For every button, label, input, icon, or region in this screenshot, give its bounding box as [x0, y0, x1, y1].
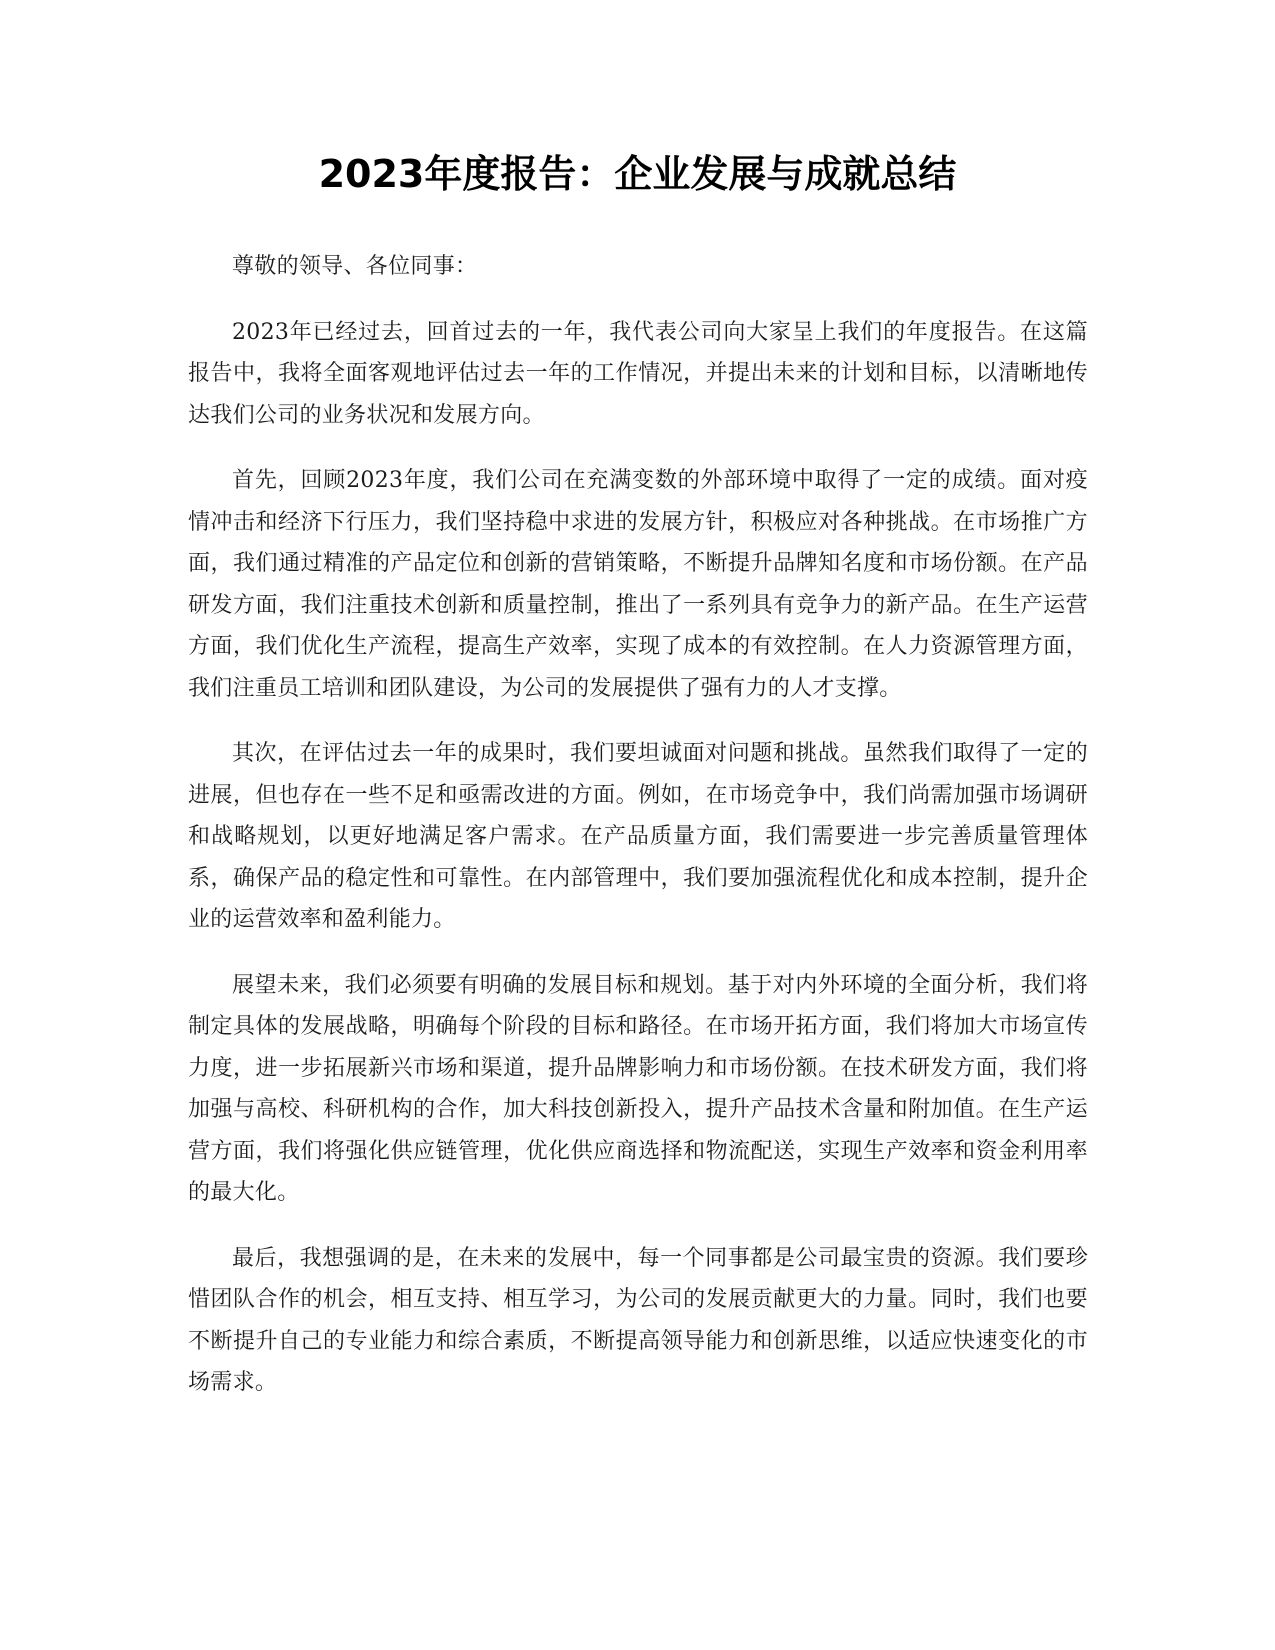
document-title: 2023年度报告：企业发展与成就总结 [318, 152, 957, 196]
paragraph-closing: 最后，我想强调的是，在未来的发展中，每一个同事都是公司最宝贵的资源。我们要珍惜团队合作的机会，相互支持、相互学习，为公司的发展贡献更大的力量。同时，我们也要不断提升自己的专业能力和综合素质，不断提高领导能力和创新思维，以适应快速变化的市场需求。 [188, 1245, 1088, 1395]
document-body [188, 246, 1088, 1428]
paragraph-review: 首先，回顾2023年度，我们公司在充满变数的外部环境中取得了一定的成绩。面对疫情冲击和经济下行压力，我们坚持稳中求进的发展方针，积极应对各种挑战。在市场推广方面，我们通过精准的产品定位和创新的营销策略，不断提升品牌知名度和市场份额。在产品研发方面，我们注重技术创新和质量控制，推出了一系列具有竞争力的新产品。在生产运营方面，我们优化生产流程，提高生产效率，实现了成本的有效控制。在人力资源管理方面，我们注重员工培训和团队建设，为公司的发展提供了强有力的人才支撑。 [188, 468, 1088, 701]
paragraph-problems: 其次，在评估过去一年的成果时，我们要坦诚面对问题和挑战。虽然我们取得了一定的进展，但也存在一些不足和亟需改进的方面。例如，在市场竞争中，我们尚需加强市场调研和战略规划，以更好地满足客户需求。在产品质量方面，我们需要进一步完善质量管理体系，确保产品的稳定性和可靠性。在内部管理中，我们要加强流程优化和成本控制，提升企业的运营效率和盈利能力。 [188, 741, 1088, 932]
paragraph-outlook: 展望未来，我们必须要有明确的发展目标和规划。基于对内外环境的全面分析，我们将制定具体的发展战略，明确每个阶段的目标和路径。在市场开拓方面，我们将加大市场宣传力度，进一步拓展新兴市场和渠道，提升品牌影响力和市场份额。在技术研发方面，我们将加强与高校、科研机构的合作，加大科技创新投入，提升产品技术含量和附加值。在生产运营方面，我们将强化供应链管理，优化供应商选择和物流配送，实现生产效率和资金利用率的最大化。 [188, 972, 1088, 1205]
salutation: 尊敬的领导、各位同事： [232, 254, 478, 279]
paragraph-intro: 2023年已经过去，回首过去的一年，我代表公司向大家呈上我们的年度报告。在这篇报告中，我将全面客观地评估过去一年的工作情况，并提出未来的计划和目标，以清晰地传达我们公司的业务状况和发展方向。 [188, 319, 1088, 428]
